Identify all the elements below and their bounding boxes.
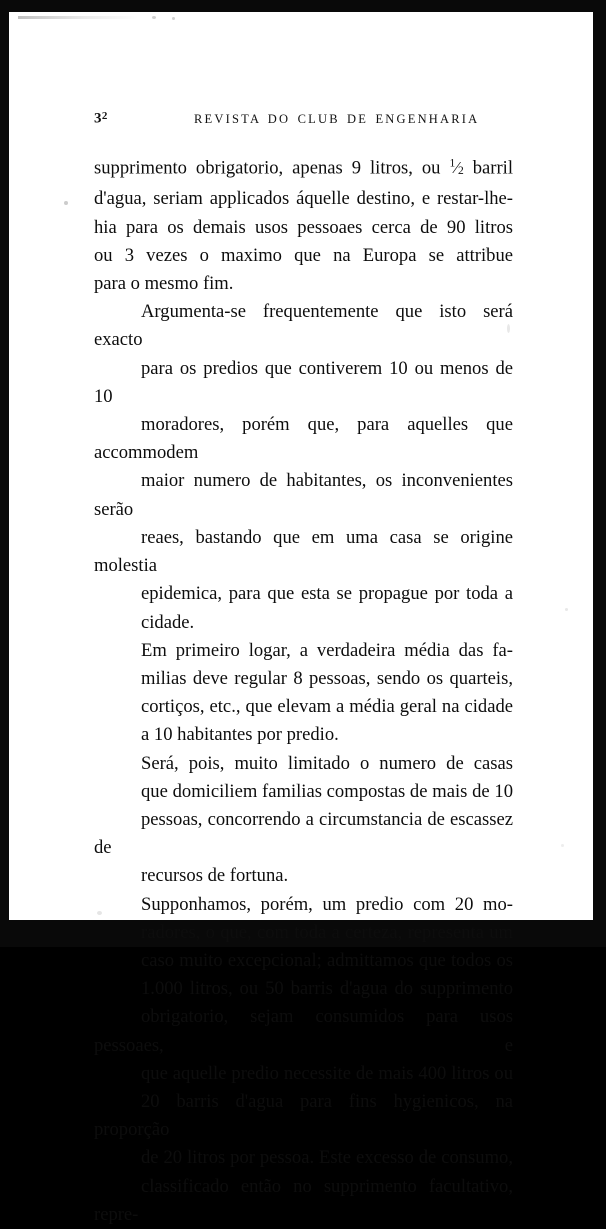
line: de 20 litros por pessoa. Este excesso de consumo, (141, 1147, 513, 1169)
line: Será, pois, muito limitado o numero de casas (141, 752, 513, 774)
line: que aquelle predio necessite de mais 400 litros ou (141, 1062, 513, 1084)
scan-edge-dot-1 (152, 16, 156, 19)
page-number: $3^2$ (94, 110, 108, 127)
paper-speck-4 (565, 608, 568, 611)
scan-edge-dot-2 (172, 17, 175, 20)
line: radores, o que, com toda a certeza, representa um (141, 921, 513, 943)
line: 1.000 litros, ou 50 barris d'agua do supprimento (141, 978, 513, 1000)
line: caso muito excepcional; admittamos que todos os (141, 949, 513, 971)
line: Argumenta-se frequentemente que isto será exacto (94, 301, 513, 351)
line: a 10 habitantes por predio. (141, 724, 339, 746)
running-head-title: REVISTA DO CLUB DE ENGENHARIA (194, 112, 480, 126)
line: obrigatorio, sejam consumidos para usos pessoaes, e (94, 1006, 513, 1056)
scan-edge-smudge (18, 16, 138, 19)
line: milias deve regular 8 pessoas, sendo os quarteis, (141, 667, 513, 689)
line: pessoas, concorrendo a circumstancia de escassez de (94, 808, 513, 859)
line: que domiciliem familias compostas de mais de 10 (141, 780, 513, 802)
page-number-raised-digit: 2 (101, 110, 108, 122)
paper-speck-1 (64, 201, 68, 205)
running-head (94, 108, 513, 138)
line: Em primeiro logar, a verdadeira média das fa- (141, 639, 513, 661)
line: para os predios que contiverem 10 ou menos de 10 (94, 357, 513, 407)
line: d'agua, seriam applicados áquelle destino, e restar-lhe- (94, 188, 513, 210)
line: maior numero de habitantes, os inconvenientes serão (94, 470, 513, 520)
line: para o mesmo fim. (94, 273, 234, 295)
paragraph-1 (94, 150, 513, 298)
paragraph-2 (94, 298, 513, 636)
line: reaes, bastando que em uma casa se origine molestia (94, 526, 513, 577)
paragraph-3 (94, 637, 513, 750)
line: hia para os demais usos pessoaes cerca de 90 litros (94, 216, 513, 238)
line: 20 barris d'agua para fins hygienicos, na proporção (94, 1090, 513, 1141)
paragraph-5 (94, 891, 513, 1229)
fraction-one-half: $^1$⁄2 (449, 158, 464, 178)
page-sheet (9, 12, 593, 1225)
paragraph-4 (94, 750, 513, 891)
line: classificado então no supprimento facultativo, repre- (94, 1175, 513, 1225)
line: Supponhamos, porém, um predio com 20 mo- (141, 893, 513, 915)
line: cortiços, etc., que elevam a média geral na cidade (141, 696, 513, 718)
line: supprimento obrigatorio, apenas 9 litros, ou $^1$⁄2 barril (94, 157, 514, 179)
line: epidemica, para que esta se propague por toda a (141, 583, 513, 605)
line: moradores, porém que, para aquelles que accommodem (94, 414, 513, 464)
line: cidade. (141, 611, 195, 633)
paper-speck-6 (561, 844, 564, 847)
text-column (94, 108, 513, 1229)
line: ou 3 vezes o maximo que na Europa se attribue (94, 244, 513, 266)
line: recursos de fortuna. (141, 865, 289, 887)
